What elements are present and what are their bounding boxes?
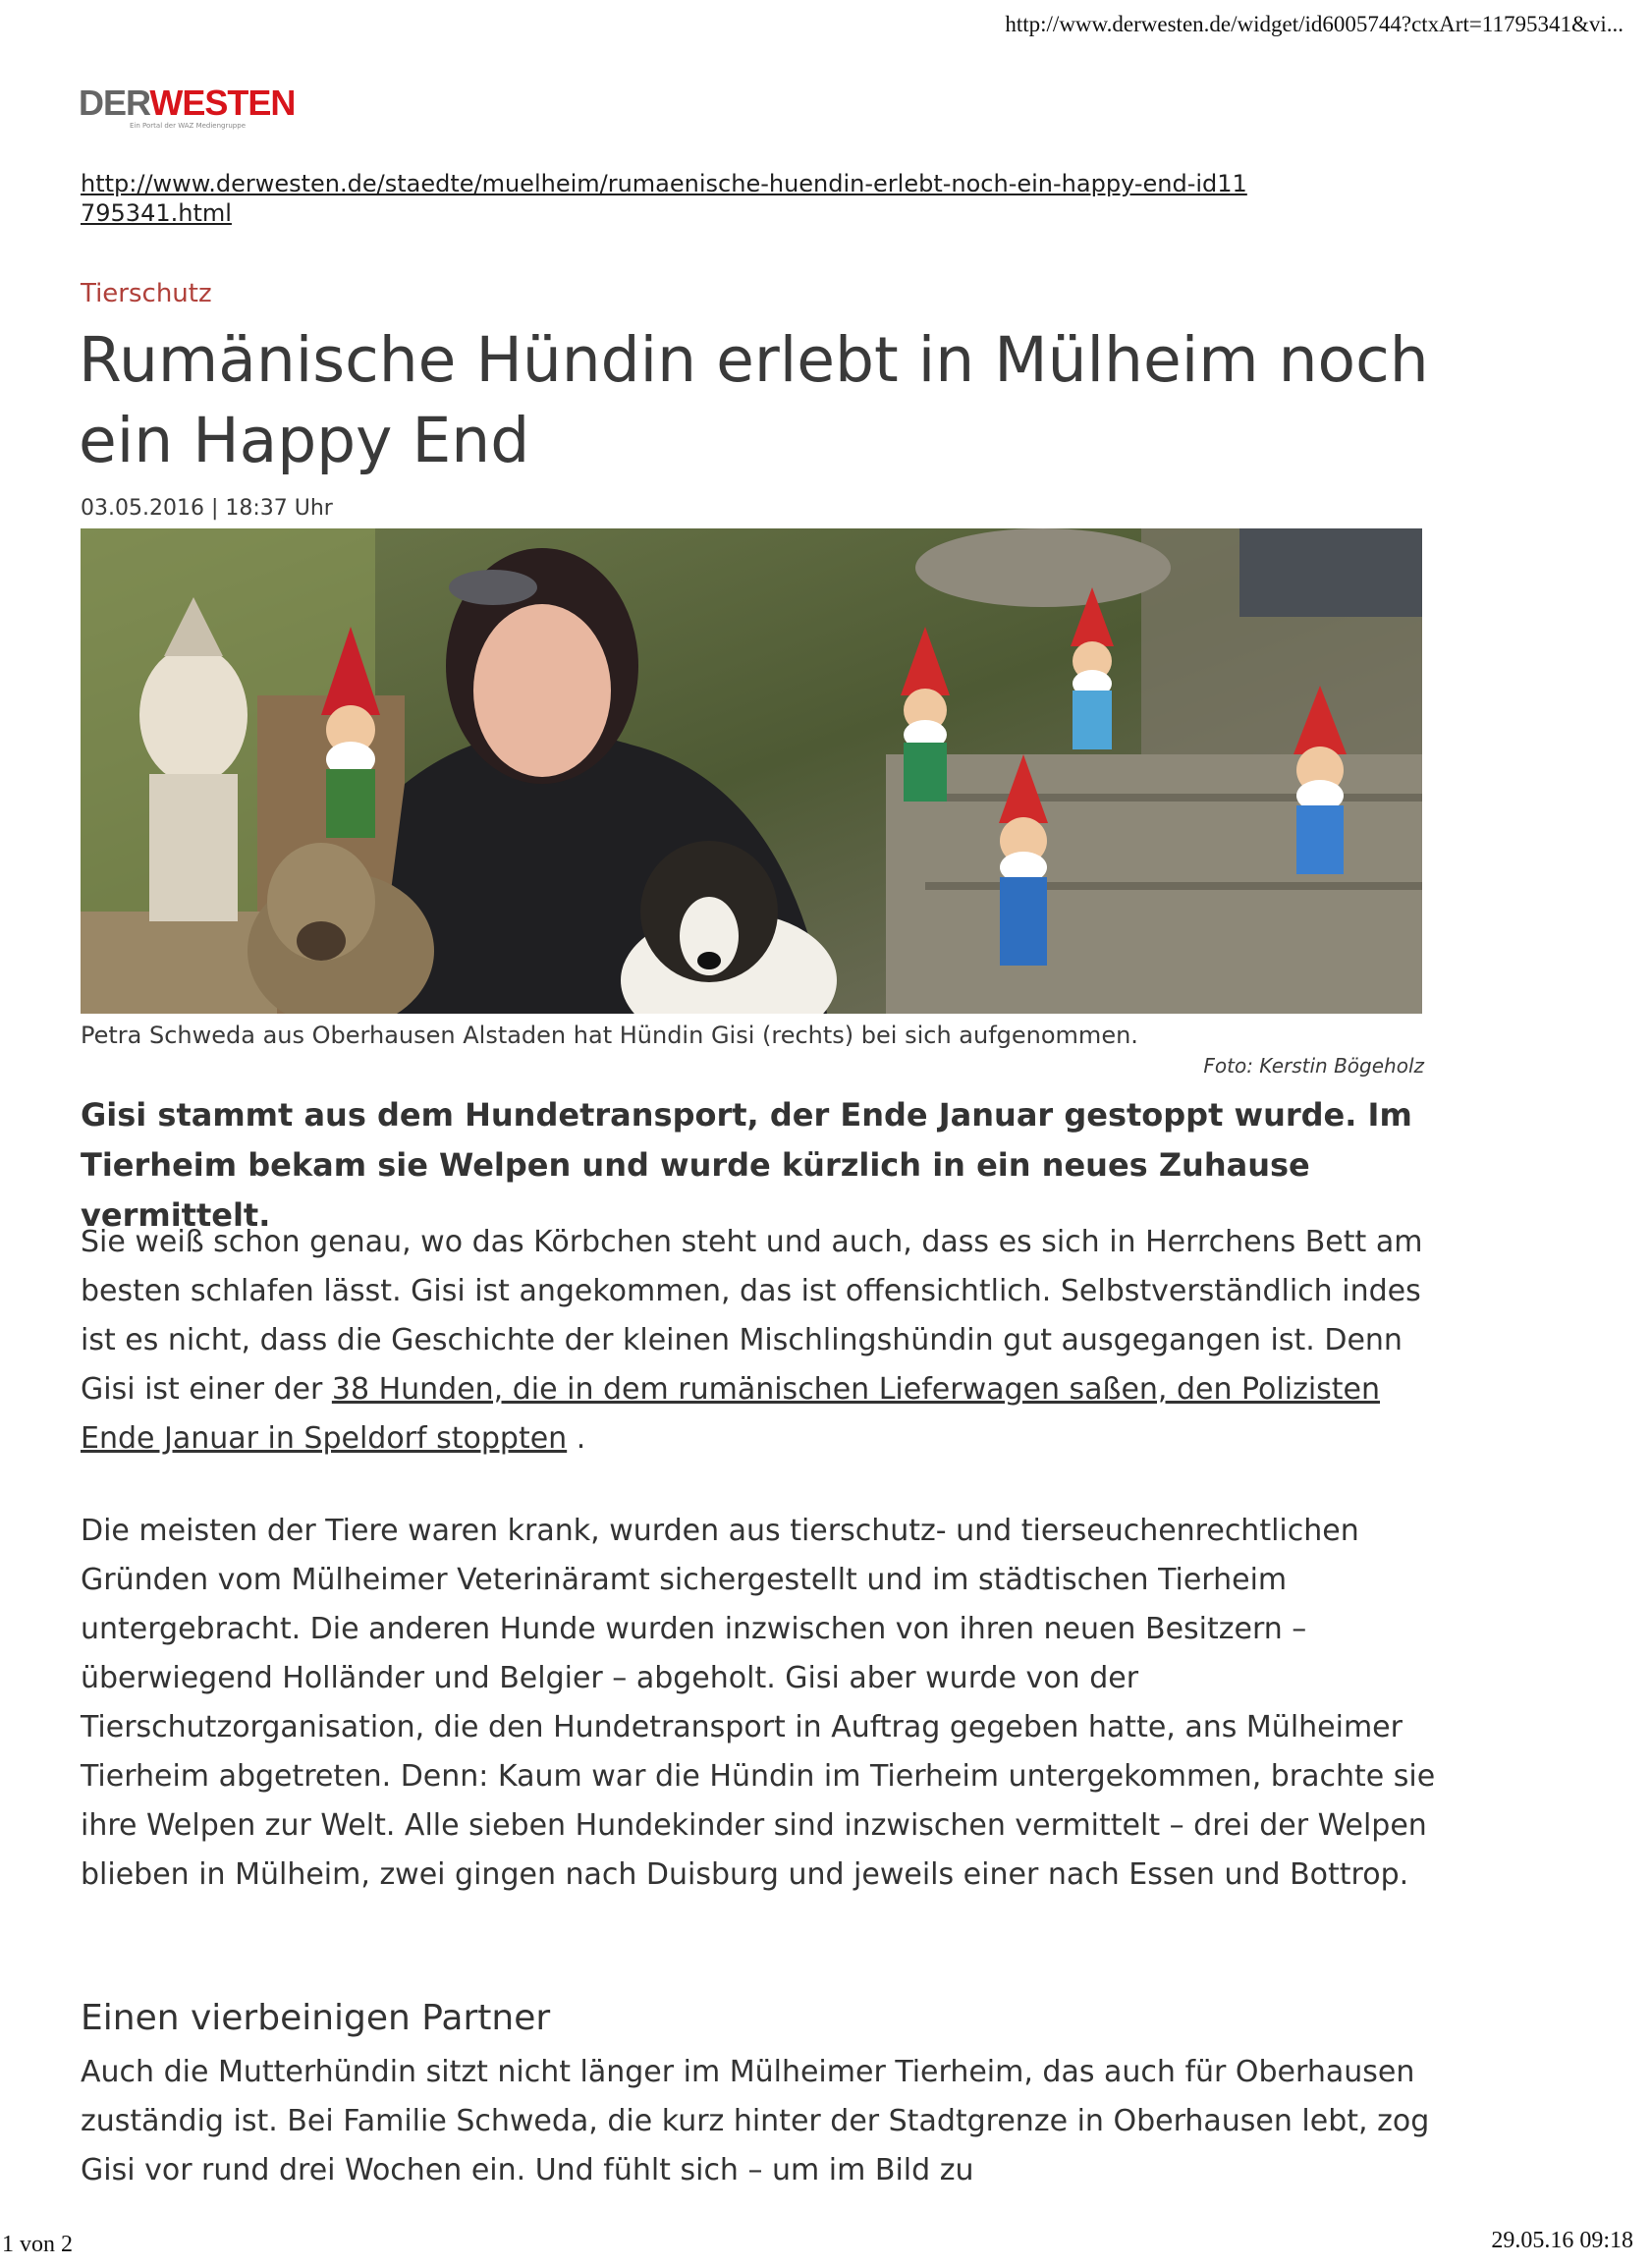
logo-tagline: Ein Portal der WAZ Mediengruppe <box>130 122 246 130</box>
print-timestamp: 29.05.16 09:18 <box>1491 2228 1633 2253</box>
paragraph-1-text-after: . <box>567 1421 586 1456</box>
article-paragraph-3: Auch die Mutterhündin sitzt nicht länger im Mülheimer Tierheim, das auch für Oberhausen zuständig ist. Bei Familie Schweda, die kurz hinter der Stadtgrenze in Oberhausen lebt, zog Gisi vor rund drei Wochen ein. Und fühlt sich – um im Bild zu <box>81 2055 1430 2187</box>
article-date: 03.05.2016 | 18:37 Uhr <box>81 496 333 521</box>
article-paragraph-1 <box>81 1218 1436 1464</box>
article-kicker[interactable]: Tierschutz <box>81 279 212 308</box>
logo-westen: WESTEN <box>149 83 296 123</box>
article-subheading: Einen vierbeinigen Partner <box>81 1998 551 2038</box>
print-header-url: http://www.derwesten.de/widget/id6005744?ctxArt=11795341&vi... <box>1005 12 1623 36</box>
article-title: Rumänische Hündin erlebt in Mülheim noch ein Happy End <box>79 324 1429 476</box>
photo-caption: Petra Schweda aus Oberhausen Alstaden hat Hündin Gisi (rechts) bei sich aufgenommen. <box>81 1022 1138 1049</box>
hundetransport-article-link[interactable]: 38 Hunden, die in dem rumänischen Lieferwagen saßen, den Polizisten Ende Januar in Speldorf stoppten <box>81 1372 1381 1456</box>
photo-credit: Foto: Kerstin Bögeholz <box>1203 1054 1424 1078</box>
source-url-link[interactable]: http://www.derwesten.de/staedte/muelheim/rumaenische-huendin-erlebt-noch-ein-happy-end-id11795341.html <box>81 170 1247 227</box>
article-lead: Gisi stammt aus dem Hundetransport, der Ende Januar gestoppt wurde. Im Tierheim bekam sie Welpen und wurde kürzlich in ein neues Zuhause vermittelt. <box>81 1096 1412 1234</box>
article-paragraph-2: Die meisten der Tiere waren krank, wurden aus tierschutz- und tierseuchenrechtlichen Gründen vom Mülheimer Veterinäramt sichergestellt und im städtischen Tierheim untergebracht. Die anderen Hunde wurden inzwischen von ihren neuen Besitzern – überwiegend Holländer und Belgier – abgeholt. Gisi aber wurde von der Tierschutzorganisation, die den Hundetransport in Auftrag gegeben hatte, ans Mülheimer Tierheim abgetreten. Denn: Kaum war die Hündin im Tierheim untergekommen, brachte sie ihre Welpen zur Welt. Alle sieben Hundekinder sind inzwischen vermittelt – drei der Welpen blieben in Mülheim, zwei gingen nach Duisburg und jeweils einer nach Essen und Bottrop. <box>81 1514 1436 1892</box>
derwesten-logo[interactable] <box>79 84 295 130</box>
print-page-number: 1 von 2 <box>2 2232 73 2257</box>
paragraph-1-text-before: Sie weiß schon genau, wo das Körbchen steht und auch, dass es sich in Herrchens Bett am besten schlafen lässt. Gisi ist angekommen, das ist offensichtlich. Selbstverständlich indes ist es nicht, dass die Geschichte der kleinen Mischlingshündin gut ausgegangen ist. Denn Gisi ist einer der <box>81 1225 1423 1407</box>
logo-der: DER <box>79 83 150 123</box>
photo-illustration <box>81 528 1422 1014</box>
article-photo <box>81 528 1422 1014</box>
